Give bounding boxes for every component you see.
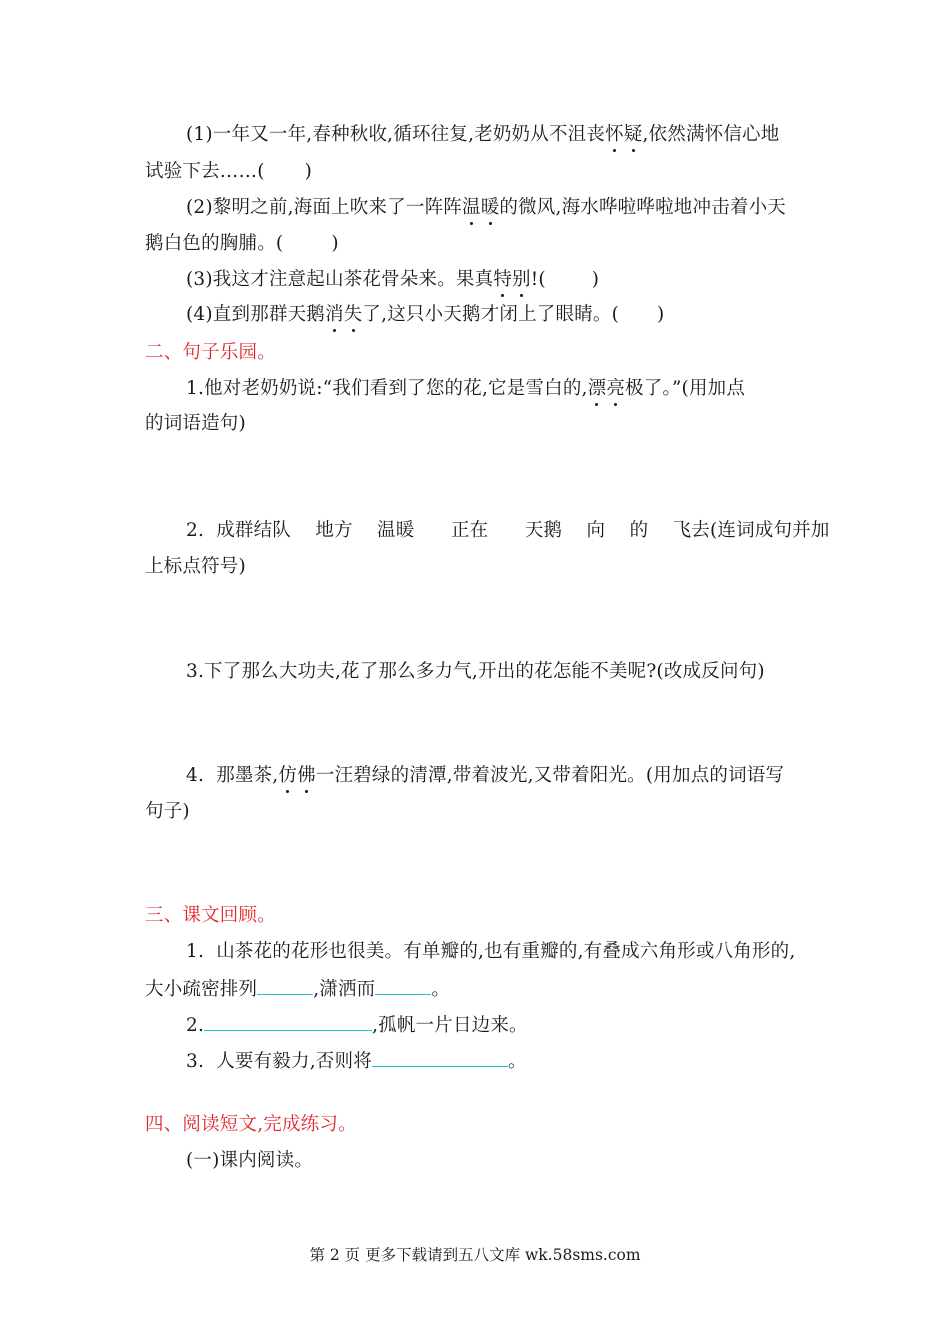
section-heading: 四、阅读短文,完成练习。 (145, 1114, 357, 1135)
dotted-char: 别 (512, 269, 531, 290)
section-heading: 二、句子乐园。 (145, 342, 276, 363)
dotted-char: 亮 (606, 378, 626, 399)
s1-item1-line1: (1)一年又一年,春种秋收,循环往复,老奶奶从不沮丧怀疑,依然满怀信心地 (186, 124, 780, 145)
s3-q1-line1: 1. 山茶花的花形也很美。有单瓣的,也有重瓣的,有叠成六角形或八角形的, (186, 941, 796, 962)
dotted-char: 失 (343, 304, 363, 325)
s2-q2-line1: 2. 成群结队 地方 温暖 正在 天鹅 向 的 飞去(连词成句并加 (186, 520, 830, 541)
s2-q4-line2: 句子) (145, 801, 190, 822)
dotted-char: 暖 (480, 197, 500, 218)
s2-q1-line2: 的词语造句) (145, 413, 246, 434)
fill-blank[interactable] (375, 976, 431, 995)
dotted-char: 仿 (278, 765, 298, 786)
s1-item1-line2: 试验下去……( ) (145, 161, 313, 182)
s3-q1-line2: 大小疏密排列 ,潇洒而 。 (145, 976, 450, 1002)
dotted-char: 漂 (587, 378, 607, 399)
s3-q3: 3. 人要有毅力,否则将 。 (186, 1048, 527, 1074)
s2-q3: 3.下了那么大功夫,花了那么多力气,开出的花怎能不美呢?(改成反问句) (186, 661, 765, 682)
section-heading: 三、课文回顾。 (145, 905, 276, 926)
dotted-char: 特 (493, 269, 513, 290)
fill-blank[interactable] (204, 1012, 372, 1031)
s2-q4-line1: 4. 那墨茶,仿佛一汪碧绿的清潭,带着波光,又带着阳光。(用加点的词语写 (186, 765, 785, 786)
s1-item2-line2: 鹅白色的胸脯。( ) (145, 233, 339, 254)
s3-q2: 2. ,孤帆一片日边来。 (186, 1012, 528, 1038)
s1-item4: (4)直到那群天鹅消失了,这只小天鹅才闭上了眼睛。( ) (186, 304, 665, 325)
dotted-char: 怀 (605, 124, 624, 145)
fill-blank[interactable] (372, 1048, 508, 1067)
s2-q2-line2: 上标点符号) (145, 556, 246, 577)
s4-subheading: (一)课内阅读。 (186, 1150, 314, 1171)
dotted-char: 疑 (623, 124, 643, 145)
dotted-char: 佛 (297, 765, 316, 786)
dotted-char: 消 (325, 304, 344, 325)
s2-q1-line1: 1.他对老奶奶说:“我们看到了您的花,它是雪白的,漂亮极了。”(用加点 (186, 378, 746, 399)
dotted-char: 温 (462, 197, 481, 218)
s1-item2-line1: (2)黎明之前,海面上吹来了一阵阵温暖的微风,海水哗啦哗啦地冲击着小天 (186, 197, 786, 218)
page-footer: 第 2 页 更多下载请到五八文库 wk.58sms.com (309, 1246, 641, 1264)
fill-blank[interactable] (257, 976, 313, 995)
s1-item3: (3)我这才注意起山茶花骨朵来。果真特别!( ) (186, 269, 600, 290)
